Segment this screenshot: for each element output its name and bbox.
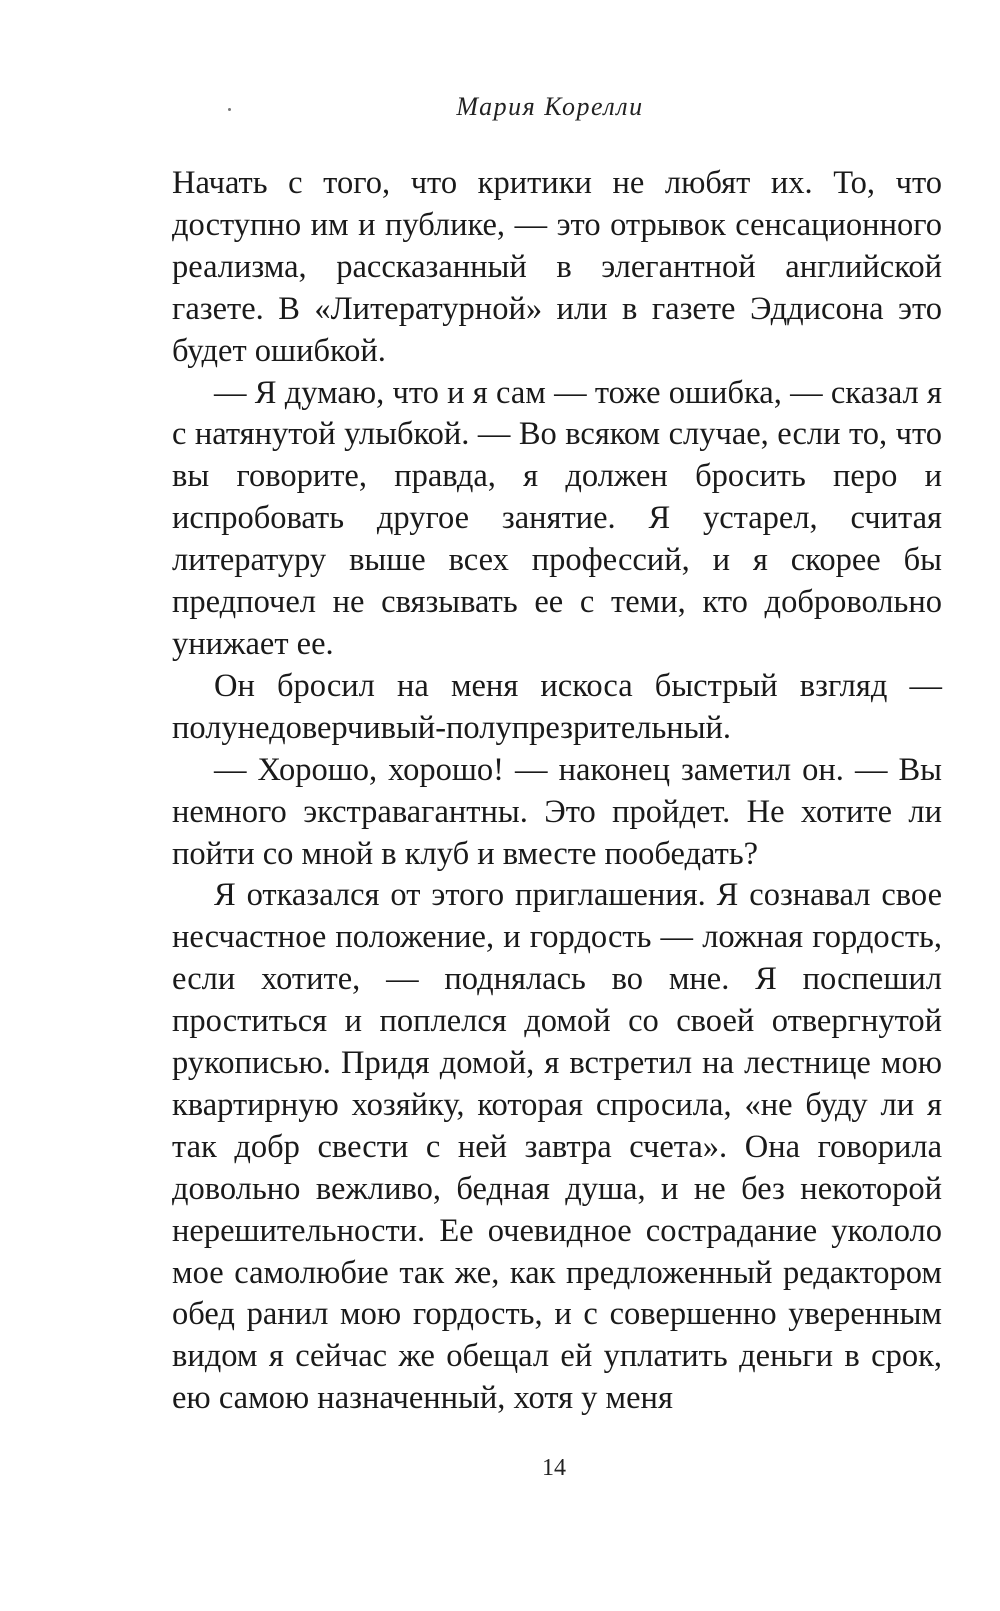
paragraph: Начать с того, что критики не любят их. То, что доступно им и публике, — это отрывок сенсационного реализма, рассказанный в элегантной английской газете. В «Литературной» или в газете Эддисона это будет ошибкой. bbox=[172, 165, 942, 369]
paragraph: — Хорошо, хорошо! — наконец заметил он. — Вы немного экстравагантны. Это пройдет. Не хотите ли пойти со мной в клуб и вместе пообедать? bbox=[172, 751, 942, 872]
running-head: Мария Корелли bbox=[456, 92, 644, 121]
body-text bbox=[172, 163, 942, 1420]
paragraph: — Я думаю, что и я сам — тоже ошибка, — сказал я с натянутой улыбкой. — Во всяком случае, если то, что вы говорите, правда, я должен бросить перо и испробовать другое занятие. Я устарел, считая литературу выше всех профессий, и я скорее бы предпочел не связывать ее с теми, кто добровольно унижает ее. bbox=[172, 374, 942, 662]
page-number: 14 bbox=[542, 1455, 566, 1481]
paragraph: Он бросил на меня искоса быстрый взгляд — полунедоверчивый-полупрезрительный. bbox=[172, 667, 942, 746]
paragraph: Я отказался от этого приглашения. Я сознавал свое несчастное положение, и гордость — ложная гордость, если хотите, — поднялась во мне. Я поспешил проститься и поплелся домой со своей отвергнутой рукописью. Придя домой, я встретил на лестнице мою квартирную хозяйку, которая спросила, «не буду ли я так добр свести с ней завтра счета». Она говорила довольно вежливо, бедная душа, и не без некоторой нерешительности. Ее очевидное сострадание укололо мое самолюбие так же, как предложенный редактором обед ранил мою гордость, и с совершенно уверенным видом я сейчас же обещал ей уплатить деньги в срок, ею самою назначенный, хотя у меня bbox=[172, 877, 942, 1417]
